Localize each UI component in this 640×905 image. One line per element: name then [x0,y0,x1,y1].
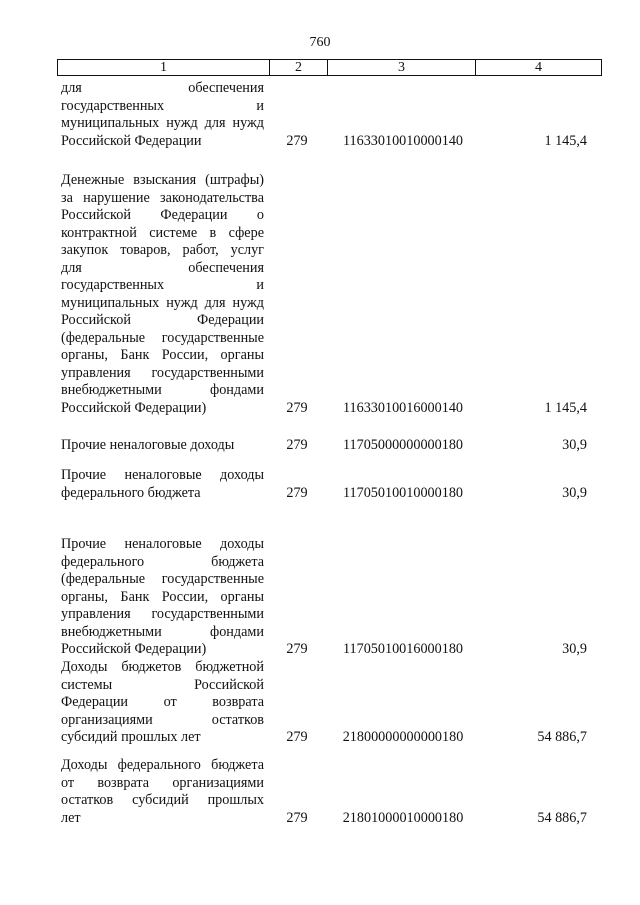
description-line: субсидий прошлых лет [61,729,201,745]
description-line: управления государственными [61,364,264,381]
admin-code-cell: 279 [286,399,308,416]
row-description [61,467,264,502]
description-line: для обеспечения [61,80,264,96]
row-description [61,172,264,417]
column-header-4: 4 [476,60,602,76]
description-line: Российской Федерации) [61,641,207,657]
description-line: Российской Федерации [61,132,202,149]
description-line: внебюджетными фондами [61,623,264,640]
amount-cell: 30,9 [562,484,587,501]
amount-cell: 1 145,4 [544,132,587,149]
kbk-code-cell: 11705000000000180 [342,437,464,453]
kbk-code-cell: 21800000000000180 [342,729,464,745]
table-row [0,757,640,827]
table-row [0,659,640,747]
description-line: Федерации от возврата [61,694,264,710]
description-line: государственных и [61,277,264,293]
description-line: федерального бюджета [61,553,264,570]
amount-cell: 30,9 [562,641,587,657]
amount-cell: 54 886,7 [537,809,587,826]
description-line: от возврата организациями [61,774,264,791]
table-row [0,80,640,150]
description-line: системы Российской [61,676,264,693]
description-line: Прочие неналоговые доходы [61,536,264,552]
description-line: контрактной системе в сфере [61,224,264,241]
kbk-code-cell: 11705010016000180 [342,641,464,657]
amount-cell: 1 145,4 [544,399,587,416]
description-line: Доходы федерального бюджета [61,757,264,773]
description-line: органы, Банк России, органы [61,347,264,363]
kbk-code-cell: 21801000010000180 [342,809,464,826]
admin-code-cell: 279 [286,809,308,826]
description-line: Российской Федерации [61,312,264,328]
column-header-3: 3 [328,60,476,76]
column-header-1: 1 [58,60,270,76]
description-line: Денежные взыскания (штрафы) [61,172,264,188]
description-line: (федеральные государственные [61,329,264,346]
column-header-2: 2 [270,60,328,76]
description-line: Российской Федерации о [61,207,264,223]
description-line: муниципальных нужд для нужд [61,115,264,131]
description-line: организациями остатков [61,711,264,728]
admin-code-cell: 279 [286,641,308,657]
description-line: за нарушение законодательства [61,189,264,206]
table-row [0,437,640,455]
admin-code-cell: 279 [286,437,308,453]
kbk-code-cell: 11633010016000140 [342,399,464,416]
description-line: лет [61,809,81,826]
kbk-code-cell: 11705010010000180 [342,484,464,501]
kbk-code-cell: 11633010010000140 [342,132,464,149]
description-line: Российской Федерации) [61,399,207,416]
row-description [61,437,264,455]
description-line: муниципальных нужд для нужд [61,294,264,311]
description-line: государственных и [61,97,264,114]
description-line: остатков субсидий прошлых [61,792,264,808]
description-line: для обеспечения [61,259,264,276]
amount-cell: 54 886,7 [537,729,587,745]
row-description [61,536,264,659]
table-row [0,536,640,659]
description-line: внебюджетными фондами [61,382,264,398]
description-line: Прочие неналоговые доходы [61,437,235,453]
row-description [61,757,264,827]
description-line: органы, Банк России, органы [61,588,264,605]
description-line: федерального бюджета [61,484,201,501]
row-description [61,659,264,747]
amount-cell: 30,9 [562,437,587,453]
description-line: управления государственными [61,606,264,622]
page-number: 760 [309,35,331,50]
row-description [61,80,264,150]
table-row [0,467,640,502]
description-line: Доходы бюджетов бюджетной [61,659,264,675]
description-line: Прочие неналоговые доходы [61,467,264,483]
table-row [0,172,640,417]
description-line: закупок товаров, работ, услуг [61,242,264,258]
admin-code-cell: 279 [286,729,308,745]
admin-code-cell: 279 [286,484,308,501]
admin-code-cell: 279 [286,132,308,149]
description-line: (федеральные государственные [61,571,264,587]
